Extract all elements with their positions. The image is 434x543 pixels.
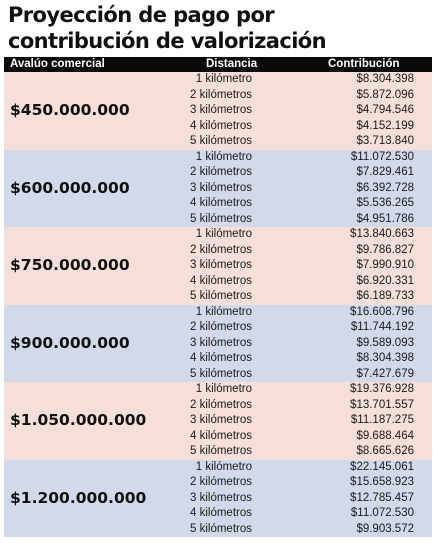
table-row	[4, 367, 432, 383]
distance-cell: 5 kilómetros	[190, 445, 252, 457]
appraisal-value: $1.050.000.000	[10, 411, 147, 429]
table-group	[4, 460, 432, 538]
distance-cell: 4 kilómetros	[190, 274, 252, 287]
table-row	[4, 196, 432, 212]
table-row	[4, 491, 432, 507]
contribution-cell: $6.189.733	[356, 290, 414, 302]
table-group	[4, 305, 432, 383]
table-row	[4, 429, 432, 445]
table-row	[4, 119, 432, 135]
table-row	[4, 227, 432, 243]
table-row	[4, 320, 432, 336]
table-row	[4, 460, 432, 476]
distance-cell: 3 kilómetros	[190, 259, 252, 271]
contribution-cell: $8.304.398	[356, 352, 414, 364]
table-row	[4, 88, 432, 104]
contribution-cell: $9.688.464	[356, 429, 414, 442]
distance-cell: 1 kilómetro	[195, 150, 252, 163]
distance-cell: 4 kilómetros	[190, 507, 252, 519]
distance-cell: 3 kilómetros	[190, 414, 252, 426]
table-row	[4, 150, 432, 166]
table-row	[4, 289, 432, 305]
contribution-cell: $19.376.928	[350, 383, 414, 395]
table-row	[4, 103, 432, 119]
contribution-cell: $16.608.796	[350, 305, 414, 318]
contribution-cell: $22.145.061	[350, 460, 414, 473]
distance-cell: 1 kilómetro	[195, 228, 252, 240]
contribution-cell: $4.152.199	[356, 119, 414, 132]
table-row	[4, 274, 432, 290]
table-row	[4, 72, 432, 88]
distance-cell: 3 kilómetros	[190, 336, 252, 349]
appraisal-value: $900.000.000	[10, 333, 130, 352]
distance-cell: 2 kilómetros	[190, 398, 252, 411]
table-group	[4, 227, 432, 305]
distance-cell: 4 kilómetros	[190, 429, 252, 442]
distance-cell: 1 kilómetro	[195, 460, 252, 473]
contribution-cell: $11.744.192	[350, 321, 414, 333]
table-row	[4, 165, 432, 181]
contribution-cell: $5.872.096	[356, 88, 414, 101]
table-group	[4, 72, 432, 150]
table-row	[4, 212, 432, 228]
header-contribucion: Contribución	[328, 58, 400, 70]
contribution-cell: $7.427.679	[356, 367, 414, 380]
contribution-cell: $5.536.265	[356, 197, 414, 209]
header-avaluo: Avalúo comercial	[10, 58, 105, 70]
contribution-cell: $4.951.786	[356, 212, 414, 225]
distance-cell: 2 kilómetros	[190, 321, 252, 333]
page-title	[8, 2, 428, 54]
table-row	[4, 258, 432, 274]
distance-cell: 4 kilómetros	[190, 197, 252, 209]
contribution-cell: $3.713.840	[356, 135, 414, 147]
appraisal-value: $600.000.000	[10, 178, 130, 197]
distance-cell: 2 kilómetros	[190, 243, 252, 256]
appraisal-value: $1.200.000.000	[10, 488, 147, 507]
contribution-cell: $4.794.546	[356, 104, 414, 116]
contribution-cell: $11.072.530	[350, 507, 414, 519]
contribution-cell: $6.392.728	[356, 181, 414, 194]
contribution-cell: $13.701.557	[350, 398, 414, 411]
appraisal-value: $450.000.000	[10, 101, 130, 119]
contribution-cell: $15.658.923	[350, 476, 414, 488]
contribution-cell: $11.187.275	[350, 414, 414, 426]
table-row	[4, 382, 432, 398]
distance-cell: 3 kilómetros	[190, 181, 252, 194]
table-row	[4, 351, 432, 367]
contribution-cell: $7.990.910	[356, 259, 414, 271]
table-row	[4, 475, 432, 491]
contribution-cell: $9.903.572	[356, 522, 414, 535]
table-group	[4, 382, 432, 460]
distance-cell: 3 kilómetros	[190, 104, 252, 116]
table-row	[4, 181, 432, 197]
distance-cell: 1 kilómetro	[195, 73, 252, 85]
title-line-1: Proyección de pago por	[8, 3, 275, 27]
contribution-cell: $9.589.093	[356, 336, 414, 349]
distance-cell: 5 kilómetros	[190, 522, 252, 535]
distance-cell: 2 kilómetros	[190, 166, 252, 178]
table-row	[4, 522, 432, 538]
table-row	[4, 134, 432, 150]
table-row	[4, 398, 432, 414]
contribution-table	[4, 57, 432, 537]
distance-cell: 1 kilómetro	[195, 305, 252, 318]
contribution-cell: $11.072.530	[350, 150, 414, 163]
contribution-cell: $8.304.398	[356, 73, 414, 85]
table-row	[4, 506, 432, 522]
distance-cell: 2 kilómetros	[190, 88, 252, 101]
header-distancia: Distancia	[206, 58, 258, 70]
distance-cell: 5 kilómetros	[190, 212, 252, 225]
contribution-cell: $7.829.461	[356, 166, 414, 178]
distance-cell: 2 kilómetros	[190, 476, 252, 488]
contribution-cell: $9.786.827	[356, 243, 414, 256]
contribution-cell: $12.785.457	[350, 491, 414, 504]
distance-cell: 1 kilómetro	[195, 383, 252, 395]
contribution-cell: $6.920.331	[356, 274, 414, 287]
table-header	[4, 57, 432, 72]
table-row	[4, 243, 432, 259]
title-line-2: contribución de valorización	[8, 29, 326, 53]
appraisal-value: $750.000.000	[10, 256, 130, 274]
table-row	[4, 413, 432, 429]
distance-cell: 3 kilómetros	[190, 491, 252, 504]
distance-cell: 4 kilómetros	[190, 119, 252, 132]
table-row	[4, 305, 432, 321]
distance-cell: 5 kilómetros	[190, 367, 252, 380]
table-group	[4, 150, 432, 228]
distance-cell: 5 kilómetros	[190, 135, 252, 147]
distance-cell: 4 kilómetros	[190, 352, 252, 364]
distance-cell: 5 kilómetros	[190, 290, 252, 302]
table-row	[4, 336, 432, 352]
contribution-cell: $13.840.663	[350, 228, 414, 240]
contribution-cell: $8.665.626	[356, 445, 414, 457]
table-row	[4, 444, 432, 460]
